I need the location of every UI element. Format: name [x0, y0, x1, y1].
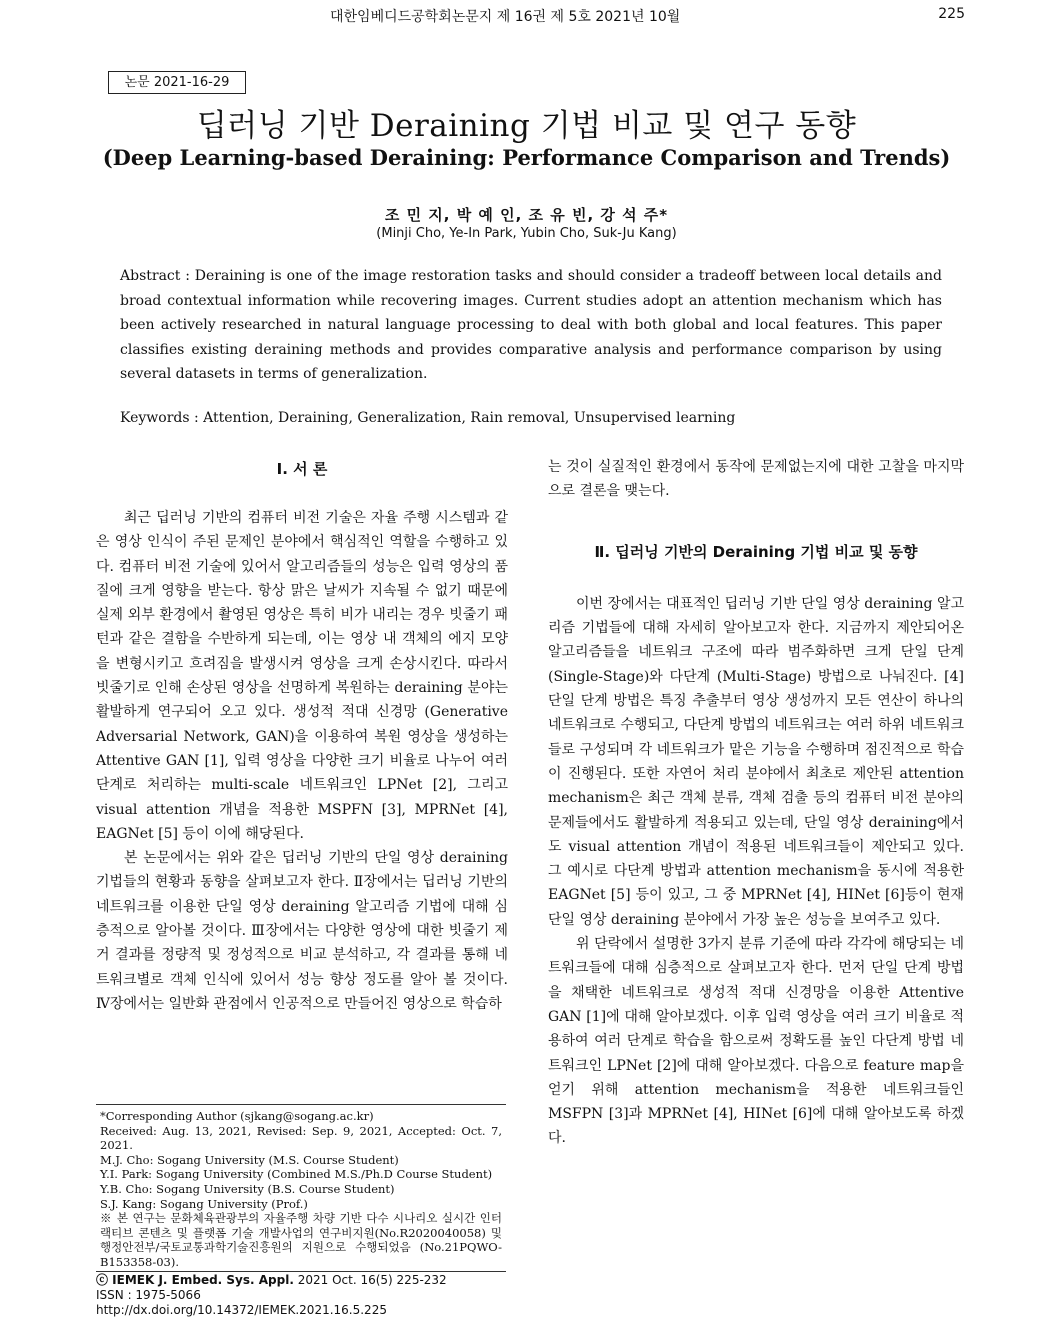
title-english: (Deep Learning-based Deraining: Performance Comparison and Trends)	[102, 145, 951, 170]
journal-brand: ⓒ IEMEK J. Embed. Sys. Appl.	[96, 1273, 294, 1287]
footnote: S.J. Kang: Sogang University (Prof.)	[100, 1196, 308, 1211]
continuation-text: 는 것이 실질적인 환경에서 동작에 문제없는지에 대한 고찰을 마지막으로 결론을 맺는다.	[548, 459, 964, 500]
abstract: Abstract : Deraining is one of the image restoration tasks and should consider a tradeoff between local details and broad contextual information while recovering images. Current studies adopt an attention mechanism which has been actively researched in natural language processing to deal with both global and local features. This paper classifies existing deraining methods and provides comparative analysis and performance comparison by using several datasets in terms of generalization.	[120, 268, 942, 382]
journal-volume: 2021 Oct. 16(5) 225-232	[297, 1273, 447, 1287]
footnote: *Corresponding Author (sjkang@sogang.ac.kr)	[100, 1109, 374, 1123]
authors-korean: 조 민 지, 박 예 인, 조 유 빈, 강 석 주*	[384, 206, 669, 224]
footnotes	[100, 1109, 502, 1270]
footnote-divider	[96, 1104, 506, 1105]
issn: ISSN : 1975-5066	[96, 1288, 201, 1302]
body-paragraph: 위 단락에서 설명한 3가지 분류 기준에 따라 각각에 해당되는 네트워크들에 대해 심층적으로 살펴보고자 한다. 먼저 단일 단계 방법을 채택한 네트워크로 생성적 적대 신경망을 이용한 Attentive GAN [1]에 대해 알아보겠다. 이후 입력 영상을 여러 크기 비율로 적용하여 여러 단계로 학습을 함으로써 정확도를 높인 다단계 방법 네트워크인 LPNet [2]에 대해 알아보겠다. 다음으로 feature map을 얻기 위해 attention mechanism을 적용한 네트워크들인 MSFPN [3]과 MPRNet [4], HINet [6]에 대해 알아보도록 하겠다.	[548, 936, 964, 1147]
running-header	[0, 6, 1053, 28]
footnote: Y.B. Cho: Sogang University (B.S. Course Student)	[100, 1181, 395, 1196]
doi-link[interactable]: http://dx.doi.org/10.14372/IEMEK.2021.16.5.225	[96, 1303, 387, 1317]
journal-footer	[96, 1273, 516, 1318]
section-2-heading: Ⅱ. 딥러닝 기반의 Deraining 기법 비교 및 동향	[594, 542, 918, 561]
footnote: M.J. Cho: Sogang University (M.S. Course Student)	[100, 1152, 399, 1167]
intro-paragraph: 본 논문에서는 위와 같은 딥러닝 기반의 단일 영상 deraining 기법들의 현황과 동향을 살펴보고자 한다. Ⅱ장에서는 딥러닝 기반의 네트워크를 이용한 단일 영상 deraining 알고리즘 기법에 대해 심층적으로 알아볼 것이다. Ⅲ장에서는 다양한 영상에 대한 빗줄기 제거 결과를 정량적 및 정성적으로 비교 분석하고, 각 결과를 통해 네트워크별로 객체 인식에 있어서 성능 향상 정도를 알아 볼 것이다. Ⅳ장에서는 일반화 관점에서 인공적으로 만들어진 영상으로 학습하	[96, 850, 508, 1012]
paper-number-box: 논문 2021-16-29	[108, 71, 246, 94]
title-korean: 딥러닝 기반 Deraining 기법 비교 및 연구 동향	[196, 108, 857, 144]
footnote: Y.I. Park: Sogang University (Combined M.S./Ph.D Course Student)	[100, 1167, 493, 1182]
journal-footer-divider	[96, 1271, 506, 1272]
keywords: Keywords : Attention, Deraining, Generalization, Rain removal, Unsupervised learning	[120, 410, 736, 426]
section-1-heading: Ⅰ. 서 론	[276, 460, 328, 478]
page-number: 225	[938, 6, 965, 22]
body-paragraph: 이번 장에서는 대표적인 딥러닝 기반 단일 영상 deraining 알고리즘 기법들에 대해 자세히 알아보고자 한다. 지금까지 제안되어온 알고리즘들을 네트워크 구조에 따라 범주화하면 크게 단일 단계 (Single-Stage)와 다단계 (Multi-Stage) 방법으로 나눠진다. [4] 단일 단계 방법은 특징 추출부터 영상 생성까지 모든 연산이 하나의 네트워크로 수행되고, 다단계 방법의 네트워크는 여러 하위 네트워크들로 구성되며 각 네트워크가 맡은 기능을 수행하며 점진적으로 학습이 진행된다. 또한 자연어 처리 분야에서 최초로 제안된 attention mechanism은 최근 객체 분류, 객체 검출 등의 컴퓨터 비전 분야의 문제들에서도 활발하게 적용되고 있는데, 단일 영상 deraining에서도 visual attention 개념이 적용된 네트워크들이 제안되고 있다. 그 예시로 다단계 방법과 attention mechanism을 동시에 적용한 EAGNet [5] 등이 있고, 그 중 MPRNet [4], HINet [6]등이 현재 단일 영상 deraining 분야에서 가장 높은 성능을 보여주고 있다.	[548, 595, 964, 928]
footnote: ※ 본 연구는 문화체육관광부의 자율주행 차량 기반 다수 시나리오 실시간 인터랙티브 콘텐츠 및 플랫폼 기술 개발사업의 연구비지원(No.R2020040058) 및 행정안전부/국토교통과학기술진흥원의 지원으로 수행되었음 (No.21PQWO-B153358-03).	[100, 1211, 502, 1269]
left-column	[96, 506, 508, 1016]
footnote: Received: Aug. 13, 2021, Revised: Sep. 9, 2021, Accepted: Oct. 7, 2021.	[100, 1123, 502, 1153]
authors-english: (Minji Cho, Ye-In Park, Yubin Cho, Suk-Ju Kang)	[376, 226, 677, 241]
intro-paragraph: 최근 딥러닝 기반의 컴퓨터 비전 기술은 자율 주행 시스템과 같은 영상 인식이 주된 문제인 분야에서 핵심적인 역할을 수행하고 있다. 컴퓨터 비전 기술에 있어서 알고리즘들의 성능은 입력 영상의 품질에 크게 영향을 받는다. 항상 맑은 날씨가 지속될 수 없기 때문에 실제 외부 환경에서 촬영된 영상은 특히 비가 내리는 경우 빗줄기 패턴과 같은 결함을 수반하게 되는데, 이는 영상 내 객체의 에지 모양을 변형시키고 흐려짐을 발생시켜 영상을 크게 손상시킨다. 따라서 빗줄기로 인해 손상된 영상을 선명하게 복원하는 deraining 분야는 활발하게 연구되어 오고 있다. 생성적 적대 신경망 (Generative Adversarial Network, GAN)을 이용하여 복원 영상을 생성하는 Attentive GAN [1], 입력 영상을 다양한 크기 비율로 나누어 여러 단계로 처리하는 multi-scale 네트워크인 LPNet [2], 그리고 visual attention 개념을 적용한 MSPFN [3], MPRNet [4], EAGNet [5] 등이 이에 해당된다.	[96, 510, 508, 842]
journal-issue: 대한임베디드공학회논문지 제 16권 제 5호 2021년 10월	[330, 9, 681, 25]
right-column	[548, 455, 964, 1151]
